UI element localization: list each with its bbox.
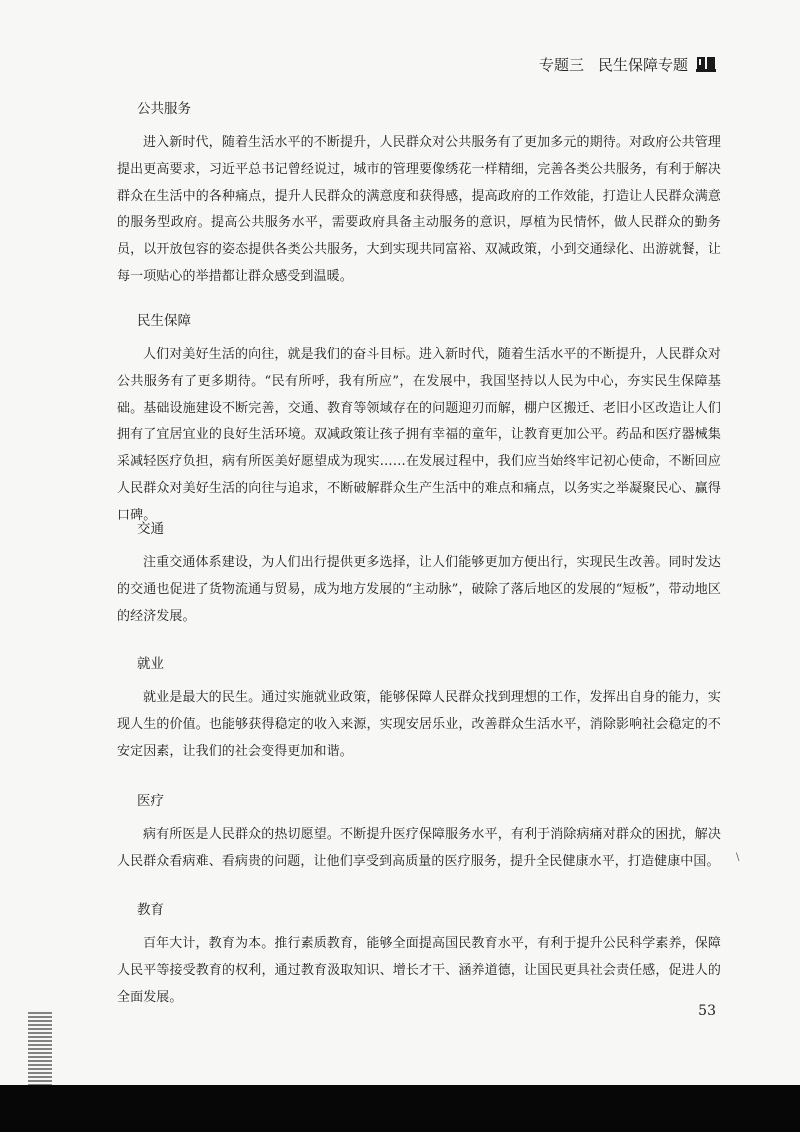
section-paragraph: 就业是最大的民生。通过实施就业政策，能够保障人民群众找到理想的工作，发挥出自身的能力，实现人生的价值。也能够获得稳定的收入来源，实现安居乐业，改善群众生活水平，消除影响社会稳定的不安定因素，让我们的社会变得更加和谐。 xyxy=(117,690,721,759)
section-paragraph: 病有所医是人民群众的热切愿望。不断提升医疗保障服务水平，有利于消除病痛对群众的困扰，解决人民群众看病难、看病贵的问题，让他们享受到高质量的医疗服务，提升全民健康水平，打造健康中国。 xyxy=(117,827,721,869)
section-employment xyxy=(117,653,721,765)
section-heading: 交通 xyxy=(137,521,164,537)
section-heading: 教育 xyxy=(137,902,164,918)
section-medical xyxy=(117,790,721,876)
section-heading: 就业 xyxy=(137,656,164,672)
section-transportation xyxy=(117,518,721,630)
section-paragraph: 进入新时代，随着生活水平的不断提升，人民群众对公共服务有了更加多元的期待。对政府公共管理提出更高要求，习近平总书记曾经说过，城市的管理要像绣花一样精细，完善各类公共服务，有利于解决群众在生活中的各种痛点，提升人民群众的满意度和获得感，提高政府的工作效能，打造让人民群众满意的服务型政府。提高公共服务水平，需要政府具备主动服务的意识，厚植为民情怀，做人民群众的勤务员，以开放包容的姿态提供各类公共服务，大到实现共同富裕、双减政策，小到交通绿化、出游就餐，让每一项贴心的举措都让群众感受到温暖。 xyxy=(117,135,721,284)
section-paragraph: 注重交通体系建设，为人们出行提供更多选择，让人们能够更加方便出行，实现民生改善。同时发达的交通也促进了货物流通与贸易，成为地方发展的“主动脉”，破除了落后地区的发展的“短板”，带动地区的经济发展。 xyxy=(117,555,721,624)
scan-bottom-border xyxy=(0,1085,800,1132)
margin-tick-mark: \ xyxy=(736,852,740,863)
binding-edge-shadow xyxy=(28,1010,52,1090)
section-public-service xyxy=(117,98,721,291)
section-paragraph: 百年大计，教育为本。推行素质教育，能够全面提高国民教育水平，有利于提升公民科学素养，保障人民平等接受教育的权利，通过教育汲取知识、增长才干、涵养道德，让国民更具社会责任感，促进人的全面发展。 xyxy=(117,936,721,1005)
section-heading: 医疗 xyxy=(137,793,164,809)
section-heading: 民生保障 xyxy=(137,313,191,329)
book-icon xyxy=(696,56,716,73)
header-title: 民生保障专题 xyxy=(597,56,688,74)
page-number: 53 xyxy=(698,1003,716,1019)
section-paragraph: 人们对美好生活的向往，就是我们的奋斗目标。进入新时代，随着生活水平的不断提升，人民群众对公共服务有了更多期待。“民有所呼，我有所应”，在发展中，我国坚持以人民为中心，夯实民生保障基础。基础设施建设不断完善，交通、教育等领域存在的问题迎刃而解，棚户区搬迁、老旧小区改造让人们拥有了宜居宜业的良好生活环境。双减政策让孩子拥有幸福的童年，让教育更加公平。药品和医疗器械集采减轻医疗负担，病有所医美好愿望成为现实……在发展过程中，我们应当始终牢记初心使命，不断回应人民群众对美好生活的向往与追求，不断破解群众生产生活中的难点和痛点，以务实之举凝聚民心、赢得口碑。 xyxy=(117,347,721,523)
section-heading: 公共服务 xyxy=(137,101,191,117)
section-livelihood-security xyxy=(117,310,721,530)
section-education xyxy=(117,899,721,1011)
running-header xyxy=(539,54,716,75)
header-part-label: 专题三 xyxy=(538,56,584,74)
